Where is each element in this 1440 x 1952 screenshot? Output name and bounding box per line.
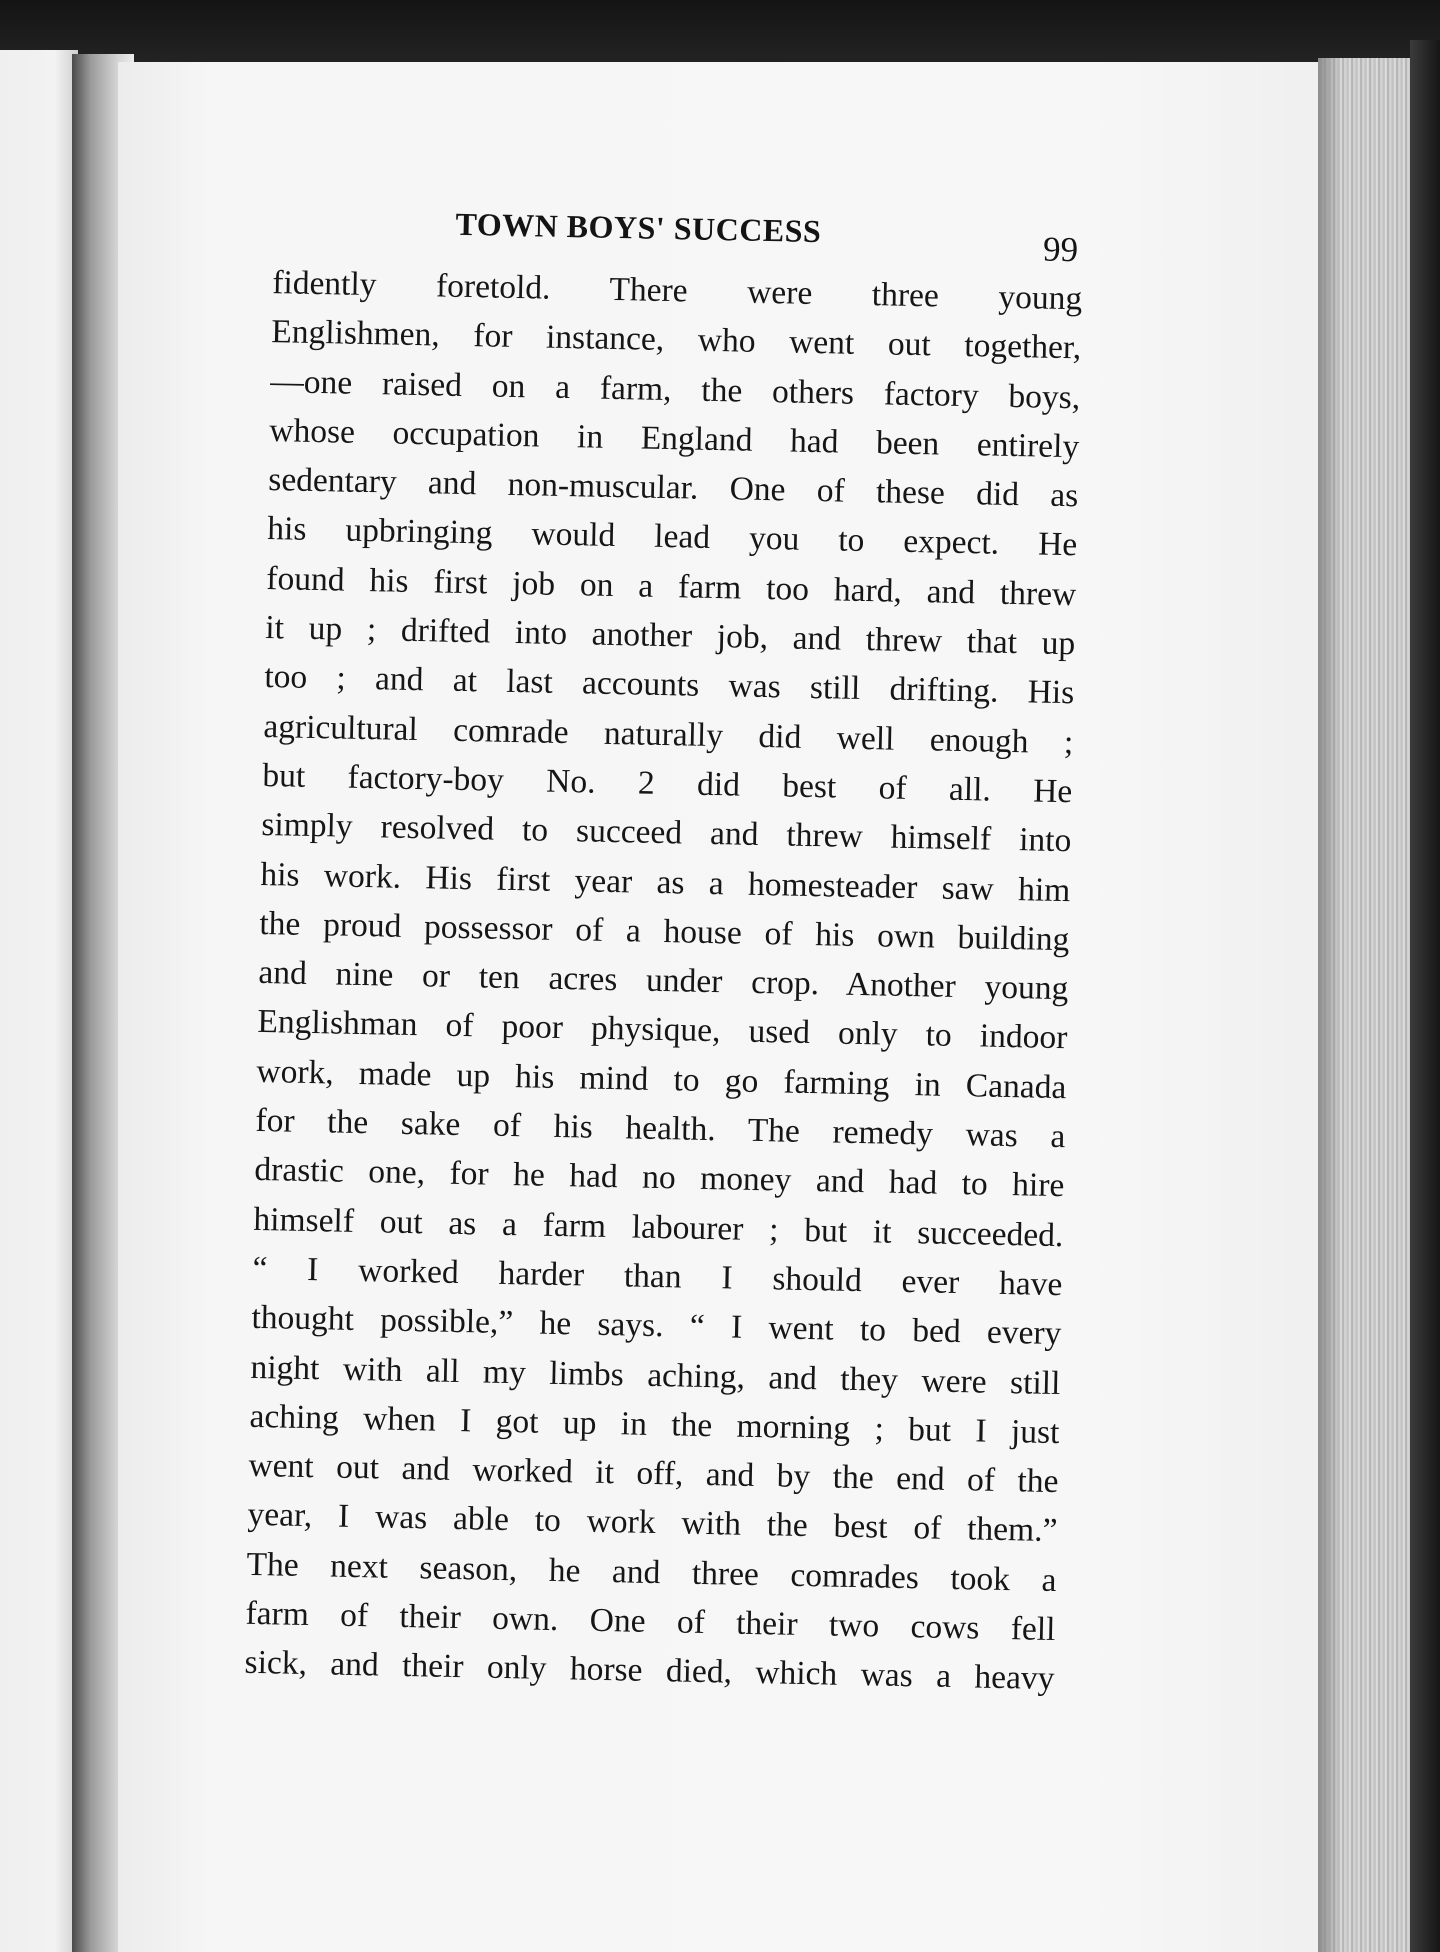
text-line: Englishman of poor physique, used only to indoor — [257, 1003, 1068, 1057]
text-line: for the sake of his health. The remedy was a — [255, 1101, 1066, 1156]
text-line: The next season, he and three comrades took a — [246, 1545, 1057, 1599]
text-line: thought possible,” he says. “ I went to bed every — [251, 1299, 1062, 1353]
text-line: himself out as a farm labourer ; but it succeeded. — [253, 1200, 1064, 1254]
text-line: his upbringing would lead you to expect. He — [267, 510, 1078, 564]
text-line: too ; and at last accounts was still drifting. His — [264, 658, 1075, 712]
text-line: but factory-boy No. 2 did best of all. He — [262, 756, 1073, 811]
text-line: night with all my limbs aching, and they were still — [250, 1348, 1061, 1402]
text-line: year, I was able to work with the best of them.” — [247, 1496, 1058, 1550]
text-line: it up ; drifted into another job, and threw that up — [265, 609, 1076, 663]
text-line: drastic one, for he had no money and had to hire — [254, 1151, 1065, 1205]
text-line: sedentary and non-muscular. One of these did as — [267, 461, 1079, 515]
text-line: work, made up his mind to go farming in Canada — [256, 1052, 1067, 1106]
text-line: fidently foretold. There were three young — [271, 264, 1083, 318]
text-line: Englishmen, for instance, who went out together, — [270, 313, 1082, 367]
text-line: the proud possessor of a house of his own building — [259, 904, 1070, 959]
text-line: farm of their own. One of their two cows fell — [245, 1594, 1056, 1649]
text-line: agricultural comrade naturally did well enough ; — [263, 707, 1074, 761]
text-line: “ I worked harder than I should ever have — [252, 1249, 1063, 1304]
text-line: aching when I got up in the morning ; but I just — [249, 1397, 1060, 1451]
page-number: 99 — [1042, 229, 1079, 270]
text-line: simply resolved to succeed and threw himself into — [261, 806, 1072, 860]
running-head: TOWN BOYS' SUCCESS — [455, 205, 822, 250]
text-line: and nine or ten acres under crop. Another young — [258, 954, 1069, 1008]
body-text — [244, 258, 1083, 1704]
text-line: found his first job on a farm too hard, and threw — [266, 559, 1077, 614]
text-line: went out and worked it off, and by the end of the — [248, 1446, 1059, 1501]
text-line: his work. His first year as a homesteader saw him — [260, 855, 1071, 909]
text-line: sick, and their only horse died, which was a heavy — [244, 1644, 1055, 1698]
text-line: whose occupation in England had been entirely — [268, 411, 1080, 466]
text-line: —one raised on a farm, the others factory boys, — [269, 362, 1081, 416]
